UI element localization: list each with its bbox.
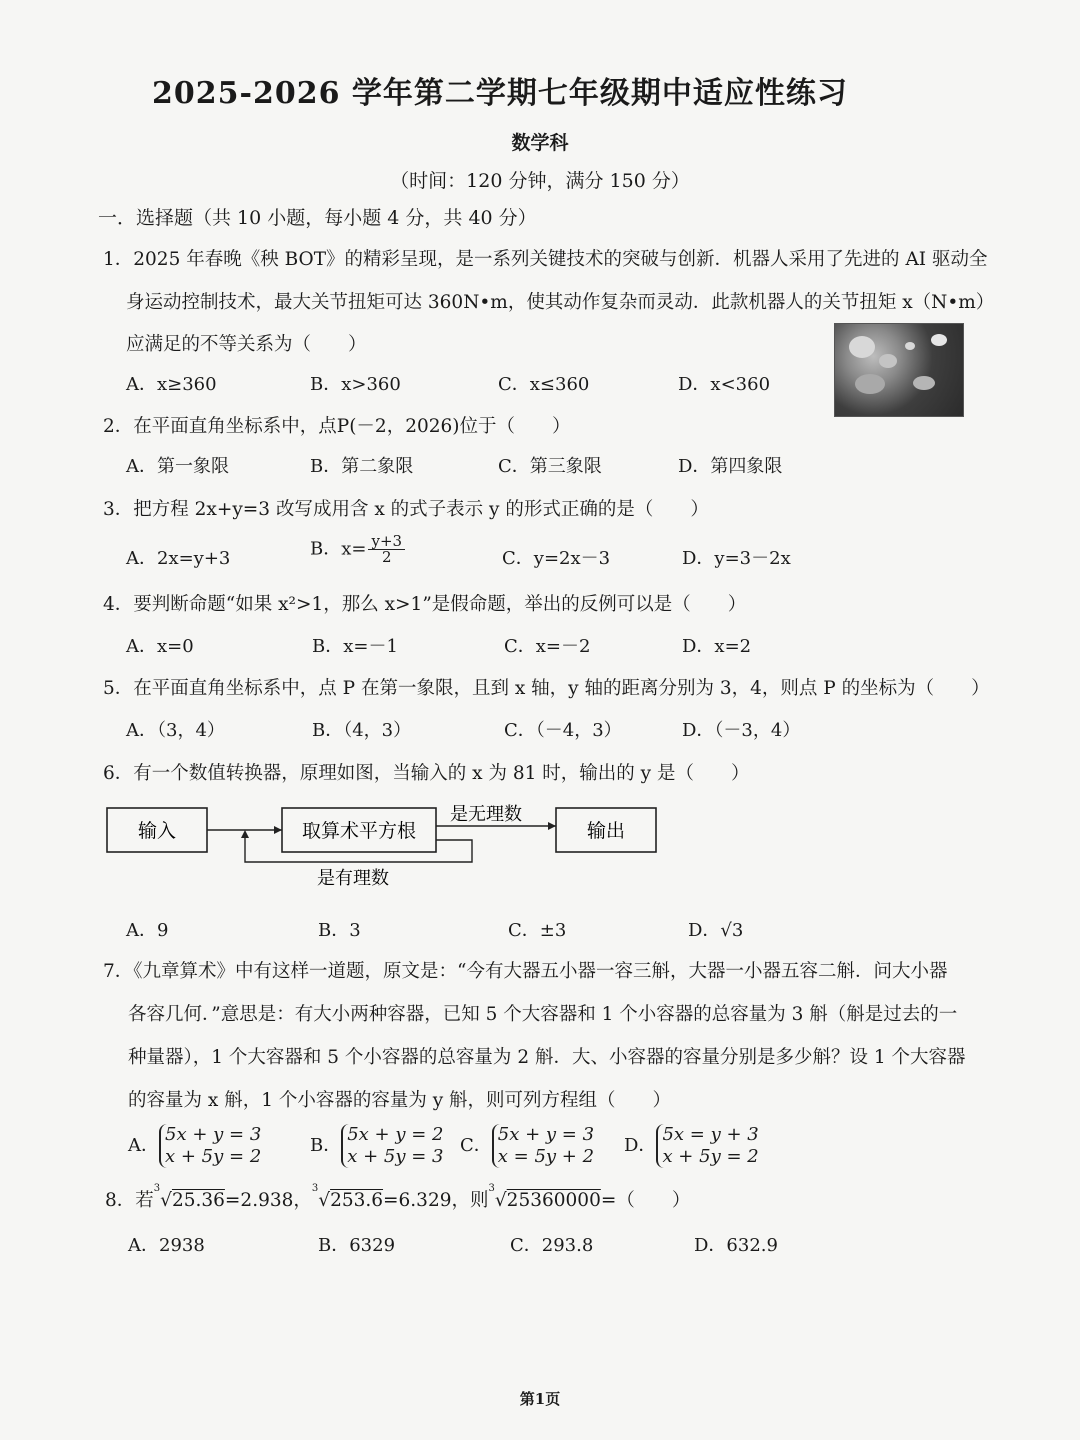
q5-option-a: A．（3，4） (126, 720, 225, 741)
q8-suffix: =（ ） (600, 1190, 691, 1211)
q8-root-3: $^3$√25360000 (488, 1182, 601, 1211)
q1-option-d: D．x<360 (678, 374, 771, 395)
q7-option-d-label: D． (624, 1135, 657, 1156)
q8-prefix: 8．若 (105, 1190, 154, 1211)
q8-option-d: D．632.9 (694, 1235, 778, 1256)
output-label: 输出 (586, 821, 626, 842)
input-label: 输入 (137, 821, 177, 842)
q7-line2: 各容几何．”意思是：有大小两种容器，已知 5 个大容器和 1 个小容器的总容量为 3 斛（斛是过去的一 (128, 1004, 958, 1025)
q7-option-b-system (341, 1124, 443, 1168)
q1-line3: 应满足的不等关系为（ ） (126, 334, 367, 355)
q3-option-b (310, 534, 405, 565)
q8-root-3-index: 3 (488, 1182, 495, 1194)
q7-option-c (460, 1124, 594, 1168)
q3-fraction (368, 534, 405, 565)
section-heading: 一．选择题（共 10 小题，每小题 4 分，共 40 分） (98, 207, 537, 229)
q5-option-c: C．（－4，3） (504, 720, 622, 741)
q7-option-a-eq2: x + 5y = 2 (165, 1146, 262, 1167)
q7-line1: 7．《九章算术》中有这样一道题，原文是：“今有大器五小器一容三斛，大器一小器五容二斛．问大小器 (103, 961, 948, 982)
q4-stem: 4．要判断命题“如果 x²>1，那么 x>1”是假命题，举出的反例可以是（ ） (103, 594, 747, 615)
q7-option-a (128, 1124, 261, 1168)
q7-option-b-eq1: 5x + y = 2 (347, 1124, 444, 1145)
q7-option-d (624, 1124, 759, 1168)
subject-label: 数学科 (511, 132, 569, 154)
q3-stem: 3．把方程 2x+y=3 改写成用含 x 的式子表示 y 的形式正确的是（ ） (103, 499, 709, 520)
q1-line1: 1．2025 年春晚《秧 BOT》的精彩呈现，是一系列关键技术的突破与创新．机器人采用了先进的 AI 驱动全 (103, 249, 988, 270)
page-number: 第1页 (519, 1390, 561, 1408)
q4-option-a: A．x=0 (126, 636, 194, 657)
output-arrow-head (548, 822, 556, 830)
input-arrow-head (274, 826, 282, 834)
q8-radicand-3: 25360000 (506, 1190, 601, 1211)
q7-option-d-system (656, 1124, 758, 1168)
q1-option-a: A．x≥360 (126, 374, 217, 395)
q2-option-b: B．第二象限 (310, 456, 414, 477)
q5-option-d: D．（－3，4） (682, 720, 801, 741)
q1-line2: 身运动控制技术，最大关节扭矩可达 360N•m，使其动作复杂而灵动．此款机器人的关节扭矩 x（N•m） (126, 292, 995, 313)
q3-option-d: D．y=3－2x (682, 548, 791, 569)
q8-radicand-2: 253.6 (330, 1190, 384, 1211)
q5-stem: 5．在平面直角坐标系中，点 P 在第一象限，且到 x 轴，y 轴的距离分别为 3，4，则点 P 的坐标为（ ） (103, 678, 990, 699)
q3-option-b-label: B．x= (310, 538, 367, 560)
loop-arrow-head (241, 830, 249, 838)
q8-root-1-index: 3 (153, 1182, 161, 1194)
q4-option-b: B．x=－1 (312, 636, 398, 657)
q1-option-c: C．x≤360 (498, 374, 590, 395)
q7-option-c-label: C． (460, 1135, 492, 1156)
time-note: （时间：120 分钟，满分 150 分） (390, 170, 690, 192)
q2-stem: 2．在平面直角坐标系中，点P(－2，2026)位于（ ） (103, 416, 571, 437)
q5-option-b: B．（4，3） (312, 720, 412, 741)
q7-option-c-eq2: x = 5y + 2 (497, 1146, 595, 1167)
q7-option-d-eq2: x + 5y = 2 (662, 1146, 759, 1167)
page-title: 2025-2026 学年第二学期七年级期中适应性练习 (152, 76, 848, 111)
q7-option-b-eq2: x + 5y = 3 (347, 1146, 444, 1167)
q8-radicand-1: 25.36 (171, 1190, 225, 1211)
q2-option-c: C．第三象限 (498, 456, 602, 477)
q7-line4: 的容量为 x 斛，1 个小容器的容量为 y 斛，则可列方程组（ ） (128, 1090, 672, 1111)
q4-option-c: C．x=－2 (504, 636, 591, 657)
robot-photo (834, 323, 964, 417)
q7-option-a-eq1: 5x + y = 3 (165, 1124, 262, 1145)
q7-option-a-label: A． (128, 1135, 159, 1156)
q7-line3: 种量器），1 个大容器和 5 个小容器的总容量为 2 斛．大、小容器的容量分别是多少斛？设 1 个大容器 (128, 1047, 966, 1068)
q3-option-a: A．2x=y+3 (126, 548, 231, 569)
q6-option-d: D．√3 (688, 920, 744, 941)
q7-option-a-system (159, 1124, 261, 1168)
q8-stem (105, 1182, 691, 1212)
q7-option-b-label: B． (310, 1135, 342, 1156)
q3-frac-den: 2 (381, 548, 392, 566)
q2-option-a: A．第一象限 (126, 456, 229, 477)
q3-frac-num: y+3 (368, 534, 405, 550)
irrational-label: 是无理数 (450, 804, 522, 824)
converter-flowchart (100, 800, 670, 900)
q7-option-d-eq1: 5x = y + 3 (662, 1124, 759, 1145)
q7-option-c-system (492, 1124, 594, 1168)
process-label: 取算术平方根 (301, 821, 417, 842)
q8-root-2-index: 3 (311, 1182, 319, 1194)
q6-option-c: C．±3 (508, 920, 567, 941)
q8-option-c: C．293.8 (510, 1235, 594, 1256)
q6-option-a: A．9 (126, 920, 169, 941)
q3-option-c: C．y=2x－3 (502, 548, 611, 569)
q6-option-b: B．3 (318, 920, 361, 941)
q7-option-c-eq1: 5x + y = 3 (497, 1124, 595, 1145)
q8-mid-2: =6.329，则 (383, 1190, 489, 1211)
q4-option-d: D．x=2 (682, 636, 752, 657)
q8-option-a: A．2938 (128, 1235, 205, 1256)
rational-label: 是有理数 (317, 868, 389, 888)
q7-option-b (310, 1124, 444, 1168)
q2-option-d: D．第四象限 (678, 456, 783, 477)
q6-stem: 6．有一个数值转换器，原理如图，当输入的 x 为 81 时，输出的 y 是（ ） (103, 763, 750, 784)
q8-root-2: $^3$√253.6 (311, 1182, 384, 1211)
q8-mid-1: =2.938， (224, 1190, 312, 1211)
q8-root-1: $^3$√25.36 (153, 1182, 225, 1211)
q8-option-b: B．6329 (318, 1235, 396, 1256)
q1-option-b: B．x>360 (310, 374, 401, 395)
